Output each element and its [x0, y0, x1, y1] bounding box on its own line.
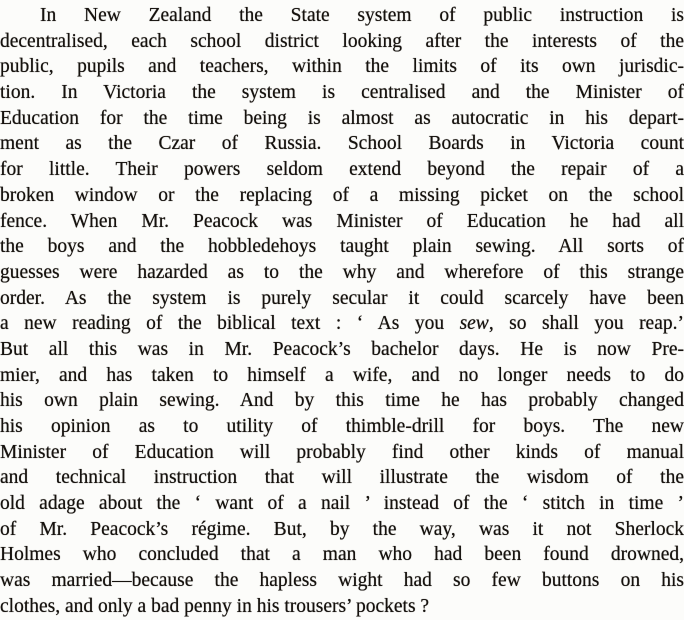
- text-segment: , so shall you reap.’: [488, 313, 684, 335]
- text-line: Minister of Education will probably find other kinds of manual: [0, 441, 684, 463]
- text-line: the boys and the hobbledehoys taught plain sewing. All sorts of: [0, 236, 684, 258]
- text-line: public, pupils and teachers, within the limits of its own jurisdic-: [0, 56, 684, 78]
- text-line: tion. In Victoria the system is centralised and the Minister of: [0, 82, 684, 104]
- text-line: decentralised, each school district looking after the interests of the: [0, 30, 684, 52]
- text-line: [0, 311, 684, 337]
- text-line: and technical instruction that will illustrate the wisdom of the: [0, 467, 684, 489]
- text-line: ment as the Czar of Russia. School Boards in Victoria count: [0, 133, 684, 155]
- text-line: broken window or the replacing of a missing picket on the school: [0, 184, 684, 206]
- text-line: guesses were hazarded as to the why and wherefore of this strange: [0, 261, 684, 283]
- italic-word: sew: [459, 313, 489, 335]
- text-line: fence. When Mr. Peacock was Minister of Education he had all: [0, 210, 684, 232]
- text-line: Education for the time being is almost as autocratic in his depart-: [0, 107, 684, 129]
- text-line: In New Zealand the State system of public instruction is: [40, 5, 684, 26]
- text-line: clothes, and only a bad penny in his trousers’ pockets ?: [0, 595, 430, 617]
- text-line: his own plain sewing. And by this time he has probably changed: [0, 390, 684, 412]
- text-line: of Mr. Peacock’s régime. But, by the way, was it not Sherlock: [0, 518, 684, 540]
- text-line: But all this was in Mr. Peacock’s bachelor days. He is now Pre-: [0, 338, 684, 360]
- text-line: old adage about the ‘ want of a nail ’ instead of the ‘ stitch in time ’: [0, 493, 684, 515]
- text-line: his opinion as to utility of thimble-drill for boys. The new: [0, 416, 684, 437]
- text-line: order. As the system is purely secular it could scarcely have been: [0, 287, 684, 309]
- text-line: mier, and has taken to himself a wife, and no longer needs to do: [0, 364, 684, 386]
- text-line: was married—because the hapless wight had so few buttons on his: [0, 570, 684, 592]
- text-line: Holmes who concluded that a man who had been found drowned,: [0, 544, 684, 566]
- text-line: for little. Their powers seldom extend beyond the repair of a: [0, 159, 684, 181]
- text-segment: a new reading of the biblical text : ‘ As you: [0, 313, 460, 335]
